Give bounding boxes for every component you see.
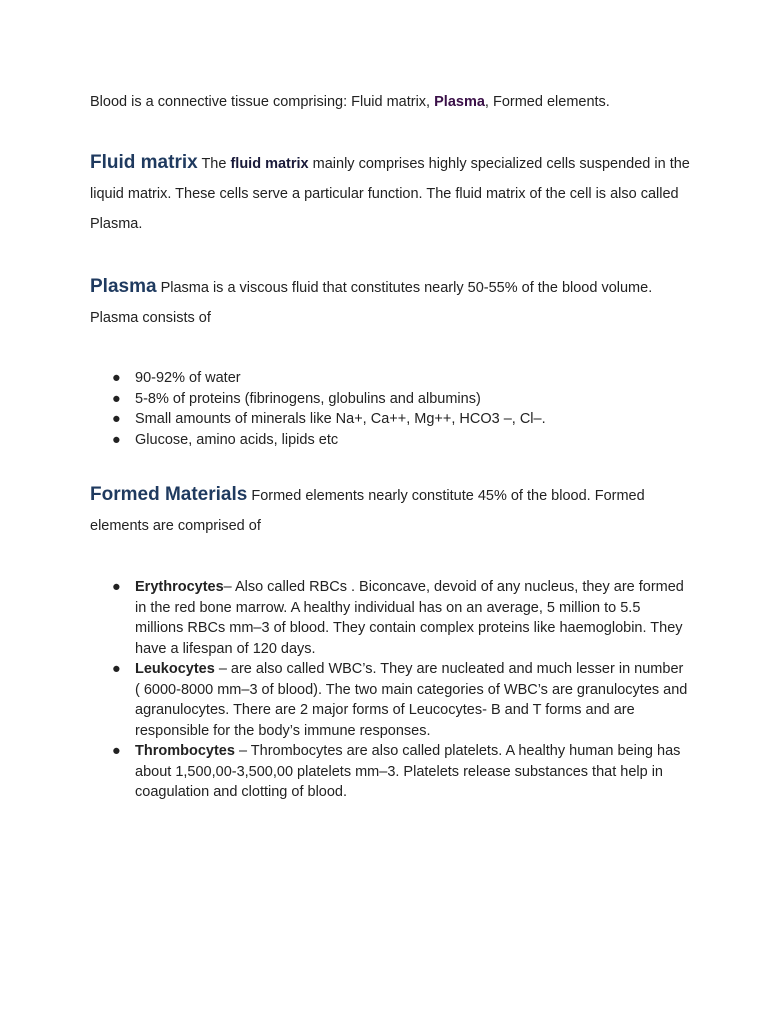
formed-materials-section [90, 480, 690, 541]
list-item-text: 5-8% of proteins (fibrinogens, globulins and albumins) [135, 390, 481, 407]
bullet-icon: ● [112, 390, 121, 407]
bullet-icon: ● [112, 370, 121, 386]
fluid-matrix-term: fluid matrix [230, 156, 309, 172]
plasma-text: Plasma is a viscous fluid that constitutes nearly 50-55% of the blood volume. Plasma consists of [90, 280, 653, 326]
fluid-matrix-section [90, 148, 690, 239]
list-item-text: Small amounts of minerals like Na+, Ca++, Mg++, HCO3 –, Cl–. [135, 411, 546, 427]
plasma-heading: Plasma [90, 276, 157, 297]
term-leukocytes: Leukocytes [135, 661, 215, 677]
list-item-text: Glucose, amino acids, lipids etc [135, 431, 339, 448]
list-item-text: 90-92% of water [135, 370, 241, 386]
term-thrombocytes: Thrombocytes [135, 743, 235, 759]
list-item [90, 389, 690, 410]
plasma-section [90, 272, 690, 333]
fluid-matrix-lead: The [197, 156, 231, 172]
formed-materials-text: Formed elements nearly constitute 45% of the blood. Formed elements are comprised of [90, 488, 645, 534]
intro-text-before: Blood is a connective tissue comprising: Fluid matrix, [90, 94, 435, 110]
bullet-icon: ● [112, 431, 121, 448]
list-item [90, 430, 690, 451]
leukocytes-text: – are also called WBC’s. They are nucleated and much lesser in number ( 6000-8000 mm–3 of blood). The two main categories of WBC’s are granulocytes and agranulocytes. There are 2 major forms of Leucocytes- B and T forms and are responsible for the body’s immune responses. [135, 661, 688, 739]
formed-elements-list [90, 577, 690, 803]
list-item-erythrocytes [90, 577, 690, 659]
list-item-thrombocytes [90, 741, 690, 803]
fluid-matrix-text: mainly comprises highly specialized cells suspended in the liquid matrix. These cells serve a particular function. The fluid matrix of the cell is also called Plasma. [90, 156, 690, 232]
fluid-matrix-heading: Fluid matrix [90, 152, 198, 173]
list-item [90, 368, 690, 389]
intro-text-after: , Formed elements. [484, 94, 610, 110]
formed-materials-heading: Formed Materials [90, 484, 248, 505]
list-item [90, 409, 690, 430]
intro-paragraph [90, 92, 690, 112]
erythrocytes-text: – Also called RBCs . Biconcave, devoid of any nucleus, they are formed in the red bone marrow. A healthy individual has on an average, 5 million to 5.5 millions RBCs mm–3 of blood. They contain complex proteins like haemoglobin. They have a lifespan of 120 days. [135, 579, 684, 657]
thrombocytes-text: – Thrombocytes are also called platelets. A healthy human being has about 1,500,00-3,500,00 platelets mm–3. Platelets release substances that help in coagulation and clotting of blood. [135, 743, 681, 800]
plasma-list [90, 368, 690, 450]
bullet-icon: ● [112, 743, 121, 759]
term-erythrocytes: Erythrocytes [135, 579, 224, 595]
bullet-icon: ● [112, 411, 121, 427]
bullet-icon: ● [112, 661, 121, 677]
intro-highlight-plasma: Plasma [434, 94, 485, 110]
list-item-leukocytes [90, 659, 690, 741]
bullet-icon: ● [112, 579, 121, 595]
